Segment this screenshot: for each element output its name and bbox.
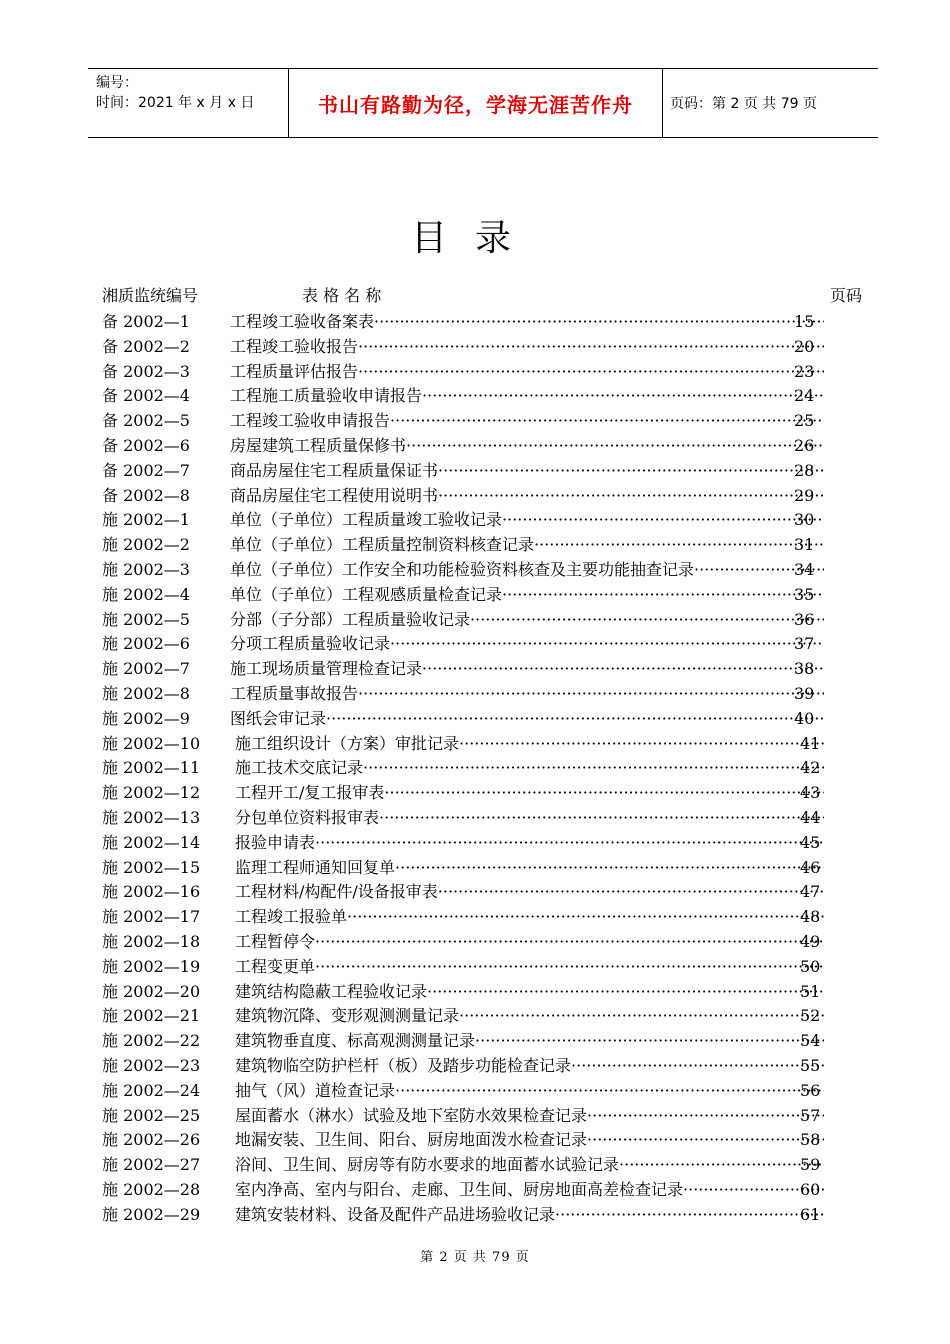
toc-entry-code: 施 2002—1 bbox=[102, 510, 190, 530]
toc-entry-page: 44 bbox=[800, 807, 821, 827]
toc-entry-name: 分部（子分部）工程质量验收记录 ····· bbox=[230, 608, 824, 633]
toc-entry-page: 57 bbox=[800, 1105, 821, 1125]
toc-entry-name: 屋面蓄水（淋水）试验及地下室防水效果检查记录 ····· bbox=[235, 1104, 824, 1129]
toc-entry-name: 房屋建筑工程质量保修书 ····· bbox=[230, 434, 824, 459]
toc-entry bbox=[102, 781, 882, 806]
toc-entry-page: 61 bbox=[800, 1204, 821, 1224]
toc-entry-code: 施 2002—2 bbox=[102, 535, 190, 555]
toc-entry-code: 施 2002—12 bbox=[102, 783, 201, 803]
page-title: 目录 bbox=[410, 218, 539, 259]
toc-entry bbox=[102, 360, 882, 385]
toc-entry bbox=[102, 1128, 882, 1153]
toc-entry-code: 施 2002—3 bbox=[102, 559, 190, 579]
toc-entry-page: 60 bbox=[800, 1179, 821, 1199]
toc-entry-name: 浴间、卫生间、厨房等有防水要求的地面蓄水试验记录 ····· bbox=[235, 1153, 824, 1178]
toc-entry-name: 建筑结构隐蔽工程验收记录 ····· bbox=[235, 980, 824, 1005]
toc-entry bbox=[102, 608, 882, 633]
toc-entry-name: 施工现场质量管理检查记录 ····· bbox=[230, 657, 824, 682]
toc-entry-page: 41 bbox=[800, 733, 821, 753]
toc-entry-name: 建筑物垂直度、标高观测测量记录 ····· bbox=[235, 1029, 824, 1054]
toc-entry bbox=[102, 1153, 882, 1178]
header-page-info: 页码：第 2 页 共 79 页 bbox=[670, 96, 817, 112]
toc-entry-page: 40 bbox=[794, 708, 815, 728]
toc-entry-code: 备 2002—7 bbox=[102, 460, 190, 480]
toc-entry bbox=[102, 583, 882, 608]
toc-entry bbox=[102, 905, 882, 930]
toc-entry-code: 施 2002—14 bbox=[102, 832, 201, 852]
toc-entry bbox=[102, 756, 882, 781]
toc-entry bbox=[102, 657, 882, 682]
toc-entry-code: 备 2002—8 bbox=[102, 485, 190, 505]
toc-entry-code: 施 2002—8 bbox=[102, 683, 190, 703]
toc-entry-code: 施 2002—18 bbox=[102, 931, 201, 951]
toc-entry bbox=[102, 632, 882, 657]
toc-entry-code: 施 2002—27 bbox=[102, 1155, 201, 1175]
toc-entry-name: 报验申请表 ····· bbox=[235, 831, 824, 856]
column-header-code: 湘质监统编号 bbox=[102, 286, 199, 305]
toc-entry-name: 工程质量事故报告 ····· bbox=[230, 682, 824, 707]
toc-entry bbox=[102, 1029, 882, 1054]
toc-entry-code: 施 2002—7 bbox=[102, 659, 190, 679]
toc-entry-page: 49 bbox=[800, 931, 821, 951]
toc-entry bbox=[102, 533, 882, 558]
toc-entry-code: 备 2002—4 bbox=[102, 386, 190, 406]
toc-entry-page: 24 bbox=[794, 386, 815, 406]
toc-entry-page: 58 bbox=[800, 1130, 821, 1150]
toc-entry-name: 工程施工质量验收申请报告 ····· bbox=[230, 384, 824, 409]
toc-entry bbox=[102, 434, 882, 459]
toc-entry-page: 26 bbox=[794, 435, 815, 455]
toc-entry-page: 43 bbox=[800, 783, 821, 803]
toc-entry-name: 工程竣工验收备案表 ····· bbox=[230, 310, 824, 335]
toc-entry-name: 工程开工/复工报审表 ····· bbox=[235, 781, 824, 806]
toc-entry-code: 备 2002—6 bbox=[102, 435, 190, 455]
toc-entry-page: 28 bbox=[794, 460, 815, 480]
toc-entry-name: 单位（子单位）工作安全和功能检验资料核查及主要功能抽查记录 ····· bbox=[230, 558, 824, 583]
toc-entry bbox=[102, 732, 882, 757]
toc-entry-code: 备 2002—1 bbox=[102, 312, 190, 331]
header-motto: 书山有路勤为径，学海无涯苦作舟 bbox=[318, 92, 633, 117]
toc-entry-code: 施 2002—9 bbox=[102, 708, 190, 728]
toc-entry-page: 30 bbox=[794, 510, 815, 530]
toc-entry bbox=[102, 484, 882, 509]
header-time: 时间：2021 年 x 月 x 日 bbox=[96, 95, 255, 111]
toc-entry-code: 施 2002—6 bbox=[102, 634, 190, 654]
toc-entry-name: 施工组织设计（方案）审批记录 ····· bbox=[235, 732, 824, 757]
toc-entry bbox=[102, 1178, 882, 1203]
toc-entry bbox=[102, 558, 882, 583]
toc-entry-name: 建筑安装材料、设备及配件产品进场验收记录 ····· bbox=[235, 1203, 824, 1228]
toc-entry bbox=[102, 459, 882, 484]
toc-entry-name: 工程暂停令 ····· bbox=[235, 930, 824, 955]
toc-list bbox=[102, 310, 882, 1227]
toc-entry bbox=[102, 980, 882, 1005]
page-footer: 第 2 页 共 79 页 bbox=[420, 1250, 530, 1265]
toc-entry bbox=[102, 409, 882, 434]
toc-entry bbox=[102, 856, 882, 881]
column-header-page: 页码 bbox=[830, 286, 863, 305]
toc-entry-page: 54 bbox=[800, 1031, 821, 1051]
toc-entry bbox=[102, 682, 882, 707]
page-header bbox=[88, 68, 878, 138]
toc-entry bbox=[102, 831, 882, 856]
toc-entry bbox=[102, 930, 882, 955]
toc-entry-name: 建筑物沉降、变形观测测量记录 ····· bbox=[235, 1004, 824, 1029]
toc-entry-name: 抽气（风）道检查记录 ····· bbox=[235, 1079, 824, 1104]
toc-entry-name: 单位（子单位）工程质量竣工验收记录 ····· bbox=[230, 508, 824, 533]
toc-entry-code: 施 2002—20 bbox=[102, 981, 201, 1001]
toc-entry-code: 备 2002—3 bbox=[102, 361, 190, 381]
toc-entry-code: 施 2002—25 bbox=[102, 1105, 201, 1125]
toc-entry-code: 施 2002—17 bbox=[102, 907, 201, 927]
toc-entry-name: 地漏安装、卫生间、阳台、厨房地面泼水检查记录 ····· bbox=[235, 1128, 824, 1153]
toc-entry-page: 31 bbox=[794, 535, 815, 555]
toc-entry-name: 监理工程师通知回复单 ····· bbox=[235, 856, 824, 881]
toc-entry-name: 分包单位资料报审表 ····· bbox=[235, 806, 824, 831]
toc-entry-page: 51 bbox=[800, 981, 821, 1001]
toc-entry-page: 35 bbox=[794, 584, 815, 604]
toc-entry-page: 29 bbox=[794, 485, 815, 505]
toc-entry-name: 工程材料/构配件/设备报审表 ····· bbox=[235, 880, 824, 905]
toc-entry-page: 56 bbox=[800, 1080, 821, 1100]
toc-entry bbox=[102, 806, 882, 831]
toc-entry-name: 工程竣工验收申请报告 ····· bbox=[230, 409, 824, 434]
toc-entry-code: 施 2002—4 bbox=[102, 584, 190, 604]
toc-entry-page: 45 bbox=[800, 832, 821, 852]
toc-entry-page: 37 bbox=[794, 634, 815, 654]
toc-entry bbox=[102, 1004, 882, 1029]
header-divider bbox=[662, 69, 663, 137]
toc-entry-code: 施 2002—22 bbox=[102, 1031, 201, 1051]
toc-entry-name: 单位（子单位）工程观感质量检查记录 ····· bbox=[230, 583, 824, 608]
toc-entry-code: 施 2002—21 bbox=[102, 1006, 201, 1026]
toc-entry-page: 25 bbox=[794, 411, 815, 431]
toc-entry-page: 55 bbox=[800, 1055, 821, 1075]
toc-entry-name: 建筑物临空防护栏杆（板）及踏步功能检查记录 ····· bbox=[235, 1054, 824, 1079]
toc-entry-name: 工程竣工验收报告 ····· bbox=[230, 335, 824, 360]
toc-entry-name: 图纸会审记录 ····· bbox=[230, 707, 824, 732]
toc-entry-page: 15 bbox=[794, 312, 815, 331]
toc-entry bbox=[102, 707, 882, 732]
toc-entry bbox=[102, 384, 882, 409]
toc-entry-name: 工程变更单 ····· bbox=[235, 955, 824, 980]
column-header-name: 表 格 名 称 bbox=[302, 286, 382, 305]
toc-entry-name: 施工技术交底记录 ····· bbox=[235, 756, 824, 781]
toc-entry-code: 施 2002—13 bbox=[102, 807, 201, 827]
toc-entry-page: 23 bbox=[794, 361, 815, 381]
toc-entry bbox=[102, 1054, 882, 1079]
toc-entry-code: 施 2002—15 bbox=[102, 857, 201, 877]
toc-entry-page: 36 bbox=[794, 609, 815, 629]
toc-entry bbox=[102, 335, 882, 360]
toc-entry bbox=[102, 310, 882, 335]
toc-entry bbox=[102, 1104, 882, 1129]
toc-entry bbox=[102, 1079, 882, 1104]
toc-entry-name: 单位（子单位）工程质量控制资料核查记录 ····· bbox=[230, 533, 824, 558]
toc-entry-code: 施 2002—10 bbox=[102, 733, 201, 753]
toc-entry-code: 施 2002—29 bbox=[102, 1204, 201, 1224]
toc-entry-code: 施 2002—19 bbox=[102, 956, 201, 976]
toc-entry-page: 39 bbox=[794, 683, 815, 703]
toc-entry bbox=[102, 880, 882, 905]
toc-entry-name: 分项工程质量验收记录 ····· bbox=[230, 632, 824, 657]
header-number: 编号： bbox=[96, 75, 138, 91]
toc-entry-code: 施 2002—23 bbox=[102, 1055, 201, 1075]
toc-entry-code: 施 2002—24 bbox=[102, 1080, 201, 1100]
toc-entry bbox=[102, 508, 882, 533]
toc-entry-code: 施 2002—16 bbox=[102, 882, 201, 902]
toc-entry-code: 施 2002—28 bbox=[102, 1179, 201, 1199]
toc-entry-name: 工程质量评估报告 ····· bbox=[230, 360, 824, 385]
toc-entry-page: 52 bbox=[800, 1006, 821, 1026]
toc-entry-page: 46 bbox=[800, 857, 821, 877]
toc-entry-page: 47 bbox=[800, 882, 821, 902]
header-meta bbox=[96, 73, 286, 113]
toc-entry bbox=[102, 955, 882, 980]
toc-entry-code: 施 2002—11 bbox=[102, 758, 201, 778]
toc-entry-page: 59 bbox=[800, 1155, 821, 1175]
toc-entry-page: 34 bbox=[794, 559, 815, 579]
toc-entry-name: 商品房屋住宅工程使用说明书 ····· bbox=[230, 484, 824, 509]
toc-entry-code: 备 2002—5 bbox=[102, 411, 190, 431]
toc-entry-name: 室内净高、室内与阳台、走廊、卫生间、厨房地面高差检查记录 ····· bbox=[235, 1178, 824, 1203]
toc-entry-page: 38 bbox=[794, 659, 815, 679]
toc-entry-name: 商品房屋住宅工程质量保证书 ····· bbox=[230, 459, 824, 484]
toc-entry-name: 工程竣工报验单 ····· bbox=[235, 905, 824, 930]
toc-entry bbox=[102, 1203, 882, 1228]
toc-entry-code: 备 2002—2 bbox=[102, 336, 190, 356]
toc-entry-code: 施 2002—26 bbox=[102, 1130, 201, 1150]
toc-entry-page: 20 bbox=[794, 336, 815, 356]
toc-entry-page: 42 bbox=[800, 758, 821, 778]
toc-entry-page: 50 bbox=[800, 956, 821, 976]
toc-entry-code: 施 2002—5 bbox=[102, 609, 190, 629]
toc-entry-page: 48 bbox=[800, 907, 821, 927]
